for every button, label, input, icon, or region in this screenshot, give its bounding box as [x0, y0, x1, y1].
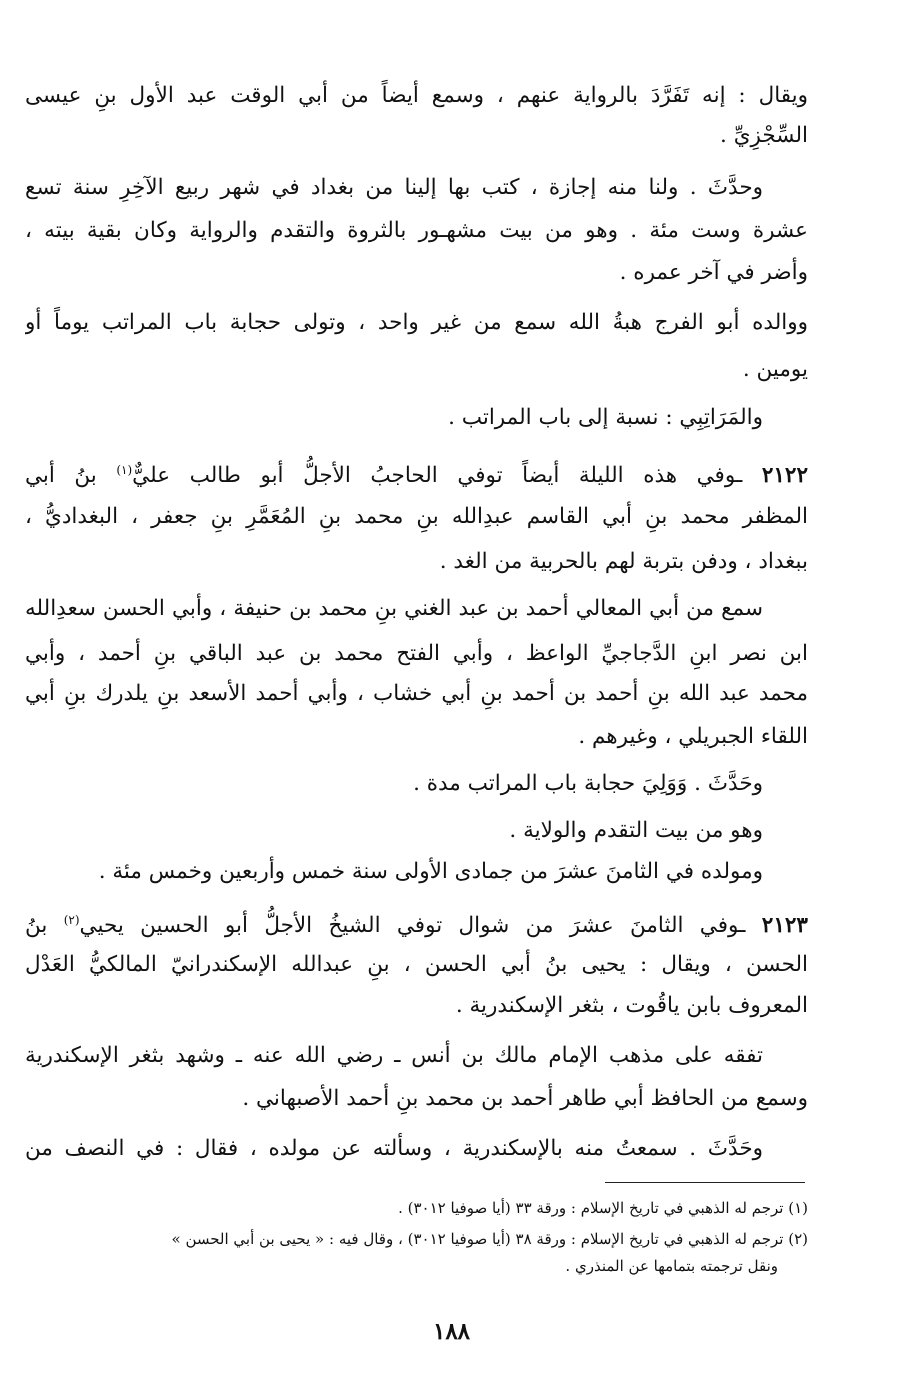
- footnote: (١) ترجم له الذهبي في تاريخ الإسلام : ورقة ٣٣ (أيا صوفيا ٣٠١٢) .: [398, 1199, 808, 1217]
- body-line: وهو من بيت التقدم والولاية .: [509, 818, 763, 843]
- footnote: ونقل ترجمته بتمامها عن المنذري .: [565, 1257, 778, 1275]
- entry-number: ٢١٢٣: [761, 913, 808, 939]
- entry-text: وفي الثامنَ عشرَ من شوال توفي الشيخُ الأجلُّ أبو الحسين يحيي: [79, 913, 740, 939]
- entry-dash: ـ: [735, 463, 743, 489]
- body-line: سمع من أبي المعالي أحمد بن عبد الغني بنِ محمد بن حنيفة ، وأبي الحسن سعدِالله: [25, 596, 763, 621]
- body-line: وحَدَّثَ . سمعتُ منه بالإسكندرية ، وسألته عن مولده ، فقال : في النصف من: [25, 1136, 763, 1161]
- body-line: ووالده أبو الفرج هبةُ الله سمع من غير واحد ، وتولى حجابة باب المراتب يوماً أو: [25, 310, 808, 335]
- body-line: اللقاء الجبريلي ، وغيرهم .: [578, 724, 808, 749]
- entry-heading-line: [25, 900, 808, 940]
- entry-text: وفي هذه الليلة أيضاً توفي الحاجبُ الأجلُّ أبو طالب عليٌّ: [132, 463, 736, 489]
- entry-heading-line: [25, 450, 808, 490]
- body-line: الحسن ، ويقال : يحيى بنُ أبي الحسن ، بنِ عبدالله الإسكندرانيّ المالكيُّ العَدْل: [25, 952, 808, 977]
- body-line: ابن نصر ابنِ الدَّجاجيِّ الواعظ ، وأبي الفتح محمد بن عبد الباقي بنِ أحمد ، وأبي: [25, 641, 808, 666]
- body-line: ببغداد ، ودفن بتربة لهم بالحربية من الغد .: [439, 549, 808, 574]
- footnote-separator: [605, 1182, 805, 1183]
- entry-text-cont: بنُ أبي: [25, 463, 97, 489]
- body-line: عشرة وست مئة . وهو من بيت مشهـور بالثروة والتقدم والرواية وكان بقية بيته ،: [25, 218, 808, 243]
- body-line: محمد عبد الله بنِ أحمد بن أحمد بنِ أبي خشاب ، وأبي أحمد الأسعد بنِ يلدرك بنِ أبي: [25, 681, 808, 706]
- body-line: وسمع من الحافظ أبي طاهر أحمد بن محمد بنِ أحمد الأصبهاني .: [242, 1086, 808, 1111]
- body-line: يومين .: [742, 357, 808, 382]
- footnote-ref: (٢): [63, 913, 80, 927]
- entry-text-cont: بنُ: [25, 913, 48, 939]
- body-line: وأضر في آخر عمره .: [619, 260, 808, 285]
- body-line: وحَدَّثَ . وَوَلِيَ حجابة باب المراتب مدة .: [413, 771, 763, 796]
- body-line: السِّجْزِيِّ .: [720, 123, 808, 148]
- footnote: (٢) ترجم له الذهبي في تاريخ الإسلام : ورقة ٣٨ (أيا صوفيا ٣٠١٢) ، وقال فيه : « يحيى بن أبي الحسن »: [171, 1230, 808, 1248]
- body-line: وحدَّثَ . ولنا منه إجازة ، كتب بها إلينا من بغداد في شهر ربيع الآخِرِ سنة تسع: [25, 175, 763, 200]
- footnote-ref: (١): [116, 463, 133, 477]
- body-line: المظفر محمد بنِ أبي القاسم عبدِالله بنِ محمد بنِ المُعَمَّرِ بنِ جعفر ، البغداديُّ ،: [25, 504, 808, 529]
- body-line: ويقال : إنه تَفَرَّدَ بالرواية عنهم ، وسمع أيضاً من أبي الوقت عبد الأول بنِ عيسى: [25, 83, 808, 108]
- entry-dash: ـ: [739, 913, 746, 939]
- body-line: تفقه على مذهب الإمام مالك بن أنس ـ رضي الله عنه ـ وشهد بثغر الإسكندرية: [25, 1043, 763, 1068]
- body-line: والمَرَاتِبِي : نسبة إلى باب المراتب .: [448, 405, 763, 430]
- body-line: ومولده في الثامنَ عشرَ من جمادى الأولى سنة خمس وأربعين وخمس مئة .: [98, 859, 763, 884]
- body-line: المعروف بابن ياقُوت ، بثغر الإسكندرية .: [455, 993, 808, 1018]
- entry-number: ٢١٢٢: [761, 463, 808, 489]
- page-number: ١٨٨: [432, 1318, 471, 1345]
